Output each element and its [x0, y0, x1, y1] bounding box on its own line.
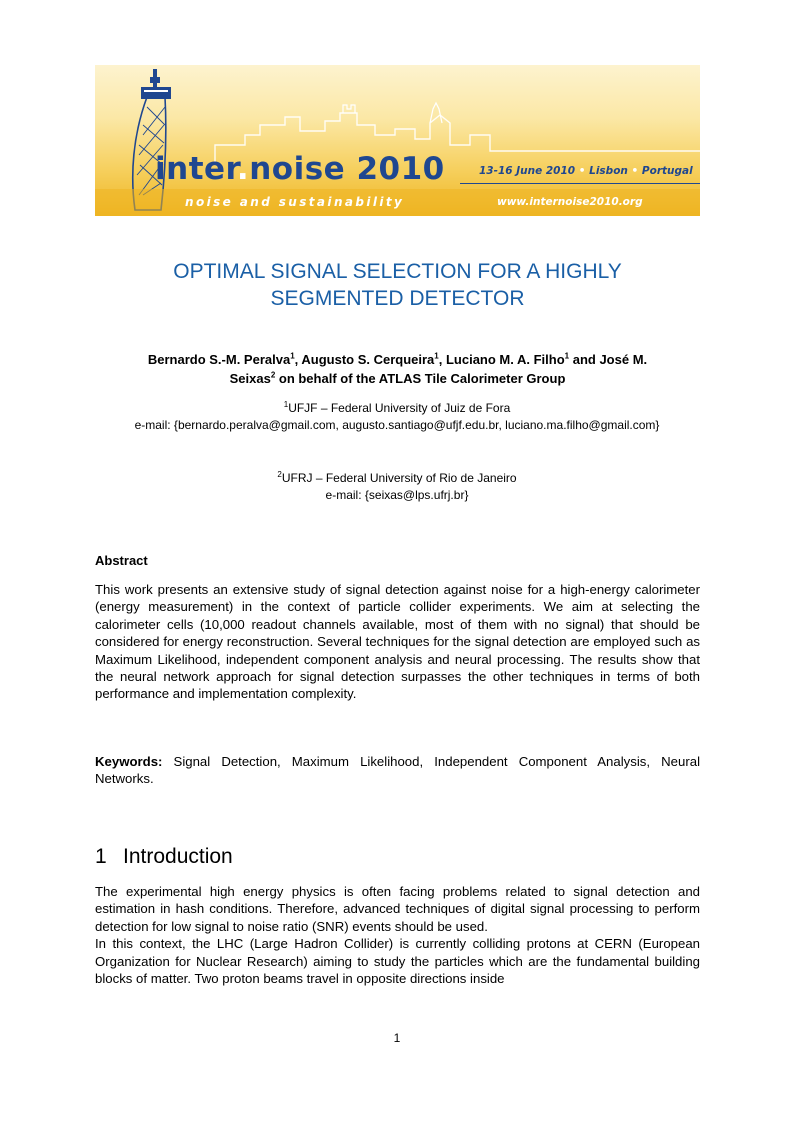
date-range: 13-16 June 2010: [479, 165, 576, 177]
author-3: , Luciano M. A. Filho: [438, 352, 565, 367]
keywords: [95, 753, 700, 788]
author-list: [95, 350, 700, 388]
affiliation-2-name: UFRJ – Federal University of Rio de Janeiro: [281, 471, 517, 485]
keywords-label: Keywords:: [95, 754, 163, 769]
conference-url[interactable]: www.internoise2010.org: [497, 196, 643, 208]
intro-paragraph-2: In this context, the LHC (Large Hadron Collider) is currently colliding protons at CERN (European Organization for Nuclear Research) aiming to study the particles which are the fundamental building blocks of matter. Two proton beams travel in opposite directions inside: [95, 936, 700, 987]
author-4: and José M.: [569, 352, 648, 367]
lisbon-skyline-illustration: [95, 65, 700, 216]
abstract-text: This work presents an extensive study of signal detection against noise for a high-energy calorimeter (energy measurement) in the context of particle collider experiments. We aim at selecting the calorimeter cells (10,000 readout channels available, most of them with no signal) that should be considered for energy reconstruction. Several techniques for the signal detection are employed such as Maximum Likelihood, independent component analysis and neural processing. The results show that the neural network approach for signal detection surpasses the other techniques in terms of both performance and implementation complexity.: [95, 582, 700, 702]
author-2-affil: 1: [434, 351, 439, 361]
section-title: Introduction: [123, 845, 233, 868]
affiliation-1-mark: 1: [283, 400, 289, 409]
city: Lisbon: [589, 165, 628, 177]
city-separator-icon: •: [631, 165, 639, 177]
author-5: Seixas: [229, 371, 271, 386]
abstract-heading: Abstract: [95, 553, 148, 568]
author-3-affil: 1: [564, 351, 570, 361]
author-group: on behalf of the ATLAS Tile Calorimeter Group: [275, 371, 566, 386]
logo-part-noise: noise 2010: [249, 151, 445, 187]
keywords-text: Signal Detection, Maximum Likelihood, Independent Component Analysis, Neural Networks.: [95, 754, 700, 787]
author-1-affil: 1: [290, 351, 295, 361]
section-number: 1: [95, 845, 107, 868]
page-number: 1: [393, 1031, 401, 1045]
affiliation-1: [60, 400, 734, 434]
date-separator-icon: •: [578, 165, 586, 177]
conference-slogan: noise and sustainability: [185, 195, 405, 209]
affiliation-1-email[interactable]: e-mail: {bernardo.peralva@gmail.com, augusto.santiago@ufjf.edu.br, luciano.ma.filho@gmail.com}: [134, 418, 660, 432]
country: Portugal: [641, 165, 693, 177]
logo-part-inter: inter: [155, 151, 237, 187]
conference-banner: [95, 65, 700, 216]
logo-dot: .: [236, 151, 250, 187]
author-2: , Augusto S. Cerqueira: [294, 352, 435, 367]
paper-title: [95, 258, 700, 312]
title-line-2: SEGMENTED DETECTOR: [270, 287, 525, 310]
author-1: Bernardo S.-M. Peralva: [147, 352, 291, 367]
conference-logo-title: [155, 151, 445, 187]
banner-divider: [460, 183, 700, 184]
affiliation-1-name: UFJF – Federal University of Juiz de Fora: [288, 401, 511, 415]
intro-paragraph-1: The experimental high energy physics is often facing problems related to signal detection and estimation in hash conditions. Therefore, advanced techniques of digital signal processing to perform detection for low signal to noise ratio (SNR) events should be used.: [95, 884, 700, 934]
title-line-1: OPTIMAL SIGNAL SELECTION FOR A HIGHLY: [173, 260, 622, 283]
affiliation-2-mark: 2: [277, 470, 282, 479]
tower-icon: [133, 69, 171, 210]
conference-date: [479, 165, 693, 177]
affiliation-2-email[interactable]: e-mail: {seixas@lps.ufrj.br}: [325, 488, 469, 502]
author-5-affil: 2: [270, 370, 276, 380]
affiliation-2: [60, 470, 734, 504]
section-heading-introduction: [95, 845, 233, 869]
introduction-body: [95, 883, 700, 987]
